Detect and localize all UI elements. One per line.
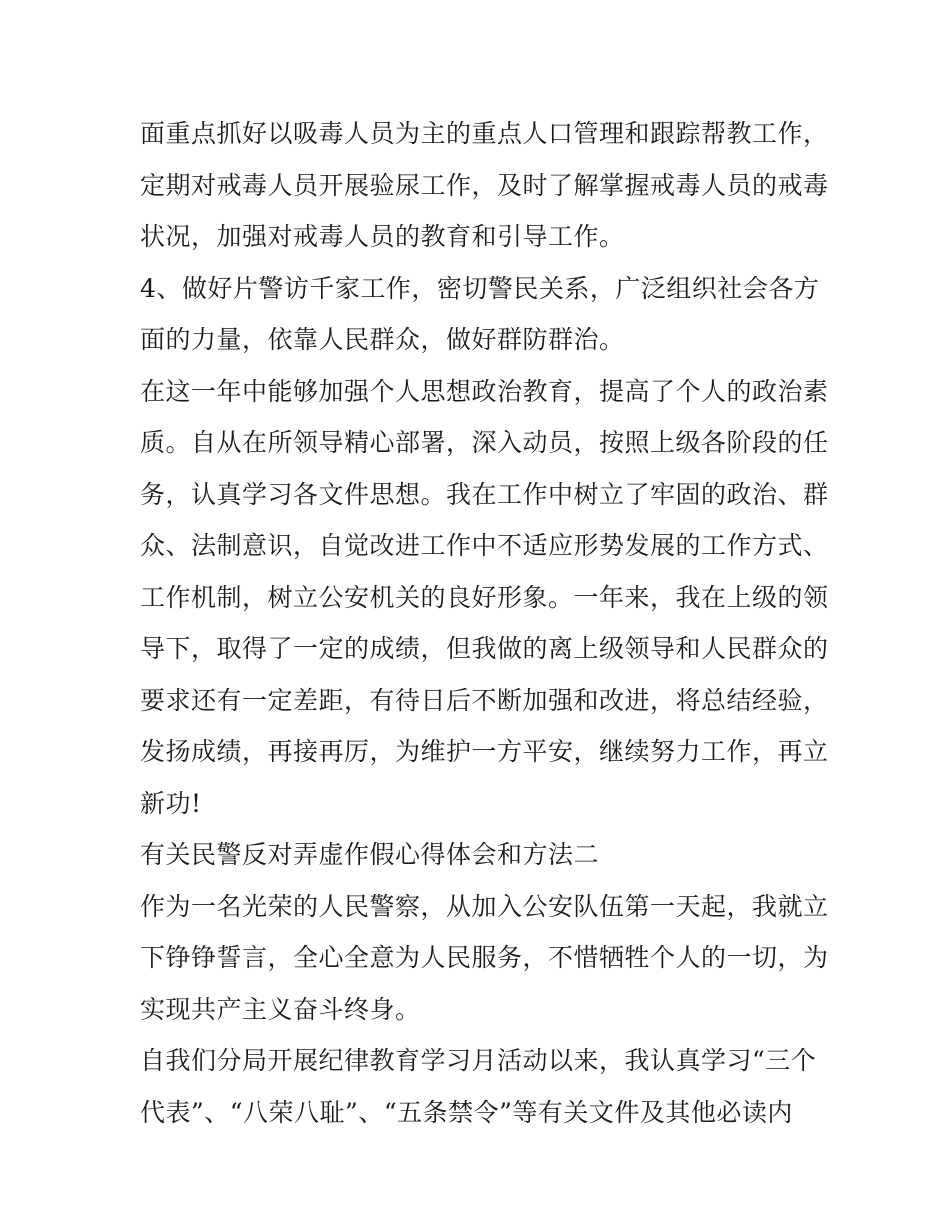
text-line: 面重点抓好以吸毒人员为主的重点人口管理和跟踪帮教工作， [140,119,829,148]
text-line: 状况，加强对戒毒人员的教育和引导工作。 [140,222,625,251]
text-line: 发扬成绩，再接再厉，为维护一方平安，继续努力工作，再立 [140,737,829,766]
text-line: 作为一名光荣的人民警察，从加入公安队伍第一天起，我就立 [140,891,829,921]
text-line: 代表”、“八荣八耻”、“五条禁令”等有关文件及其他必读内 [140,1097,793,1127]
text-line: 4、做好片警访千家工作，密切警民关系，广泛组织社会各方 [140,273,820,303]
text-line: 要求还有一定差距，有待日后不断加强和改进，将总结经验， [140,685,829,715]
text-line: 务，认真学习各文件思想。我在工作中树立了牢固的政治、群 [140,479,829,509]
text-line: 众、法制意识，自觉改进工作中不适应形势发展的工作方式、 [140,531,829,560]
text-line: 质。自从在所领导精心部署，深入动员，按照上级各阶段的任 [140,428,829,457]
text-line: 下铮铮誓言，全心全意为人民服务，不惜牺牲个人的一切，为 [140,943,829,972]
document-body [140,108,829,1138]
text-line: 导下，取得了一定的成绩，但我做的离上级领导和人民群众的 [140,634,829,663]
text-line: 实现共产主义奋斗终身。 [140,994,421,1024]
text-line: 工作机制，树立公安机关的良好形象。一年来，我在上级的领 [140,582,829,612]
text-line: 在这一年中能够加强个人思想政治教育，提高了个人的政治素 [140,376,829,406]
text-line: 定期对戒毒人员开展验尿工作，及时了解掌握戒毒人员的戒毒 [140,170,829,200]
section-heading: 有关民警反对弄虚作假心得体会和方法二 [140,840,600,869]
text-line: 新功! [140,788,202,818]
text-line: 面的力量，依靠人民群众，做好群防群治。 [140,325,625,354]
text-line: 自我们分局开展纪律教育学习月活动以来，我认真学习“三个 [140,1046,817,1075]
